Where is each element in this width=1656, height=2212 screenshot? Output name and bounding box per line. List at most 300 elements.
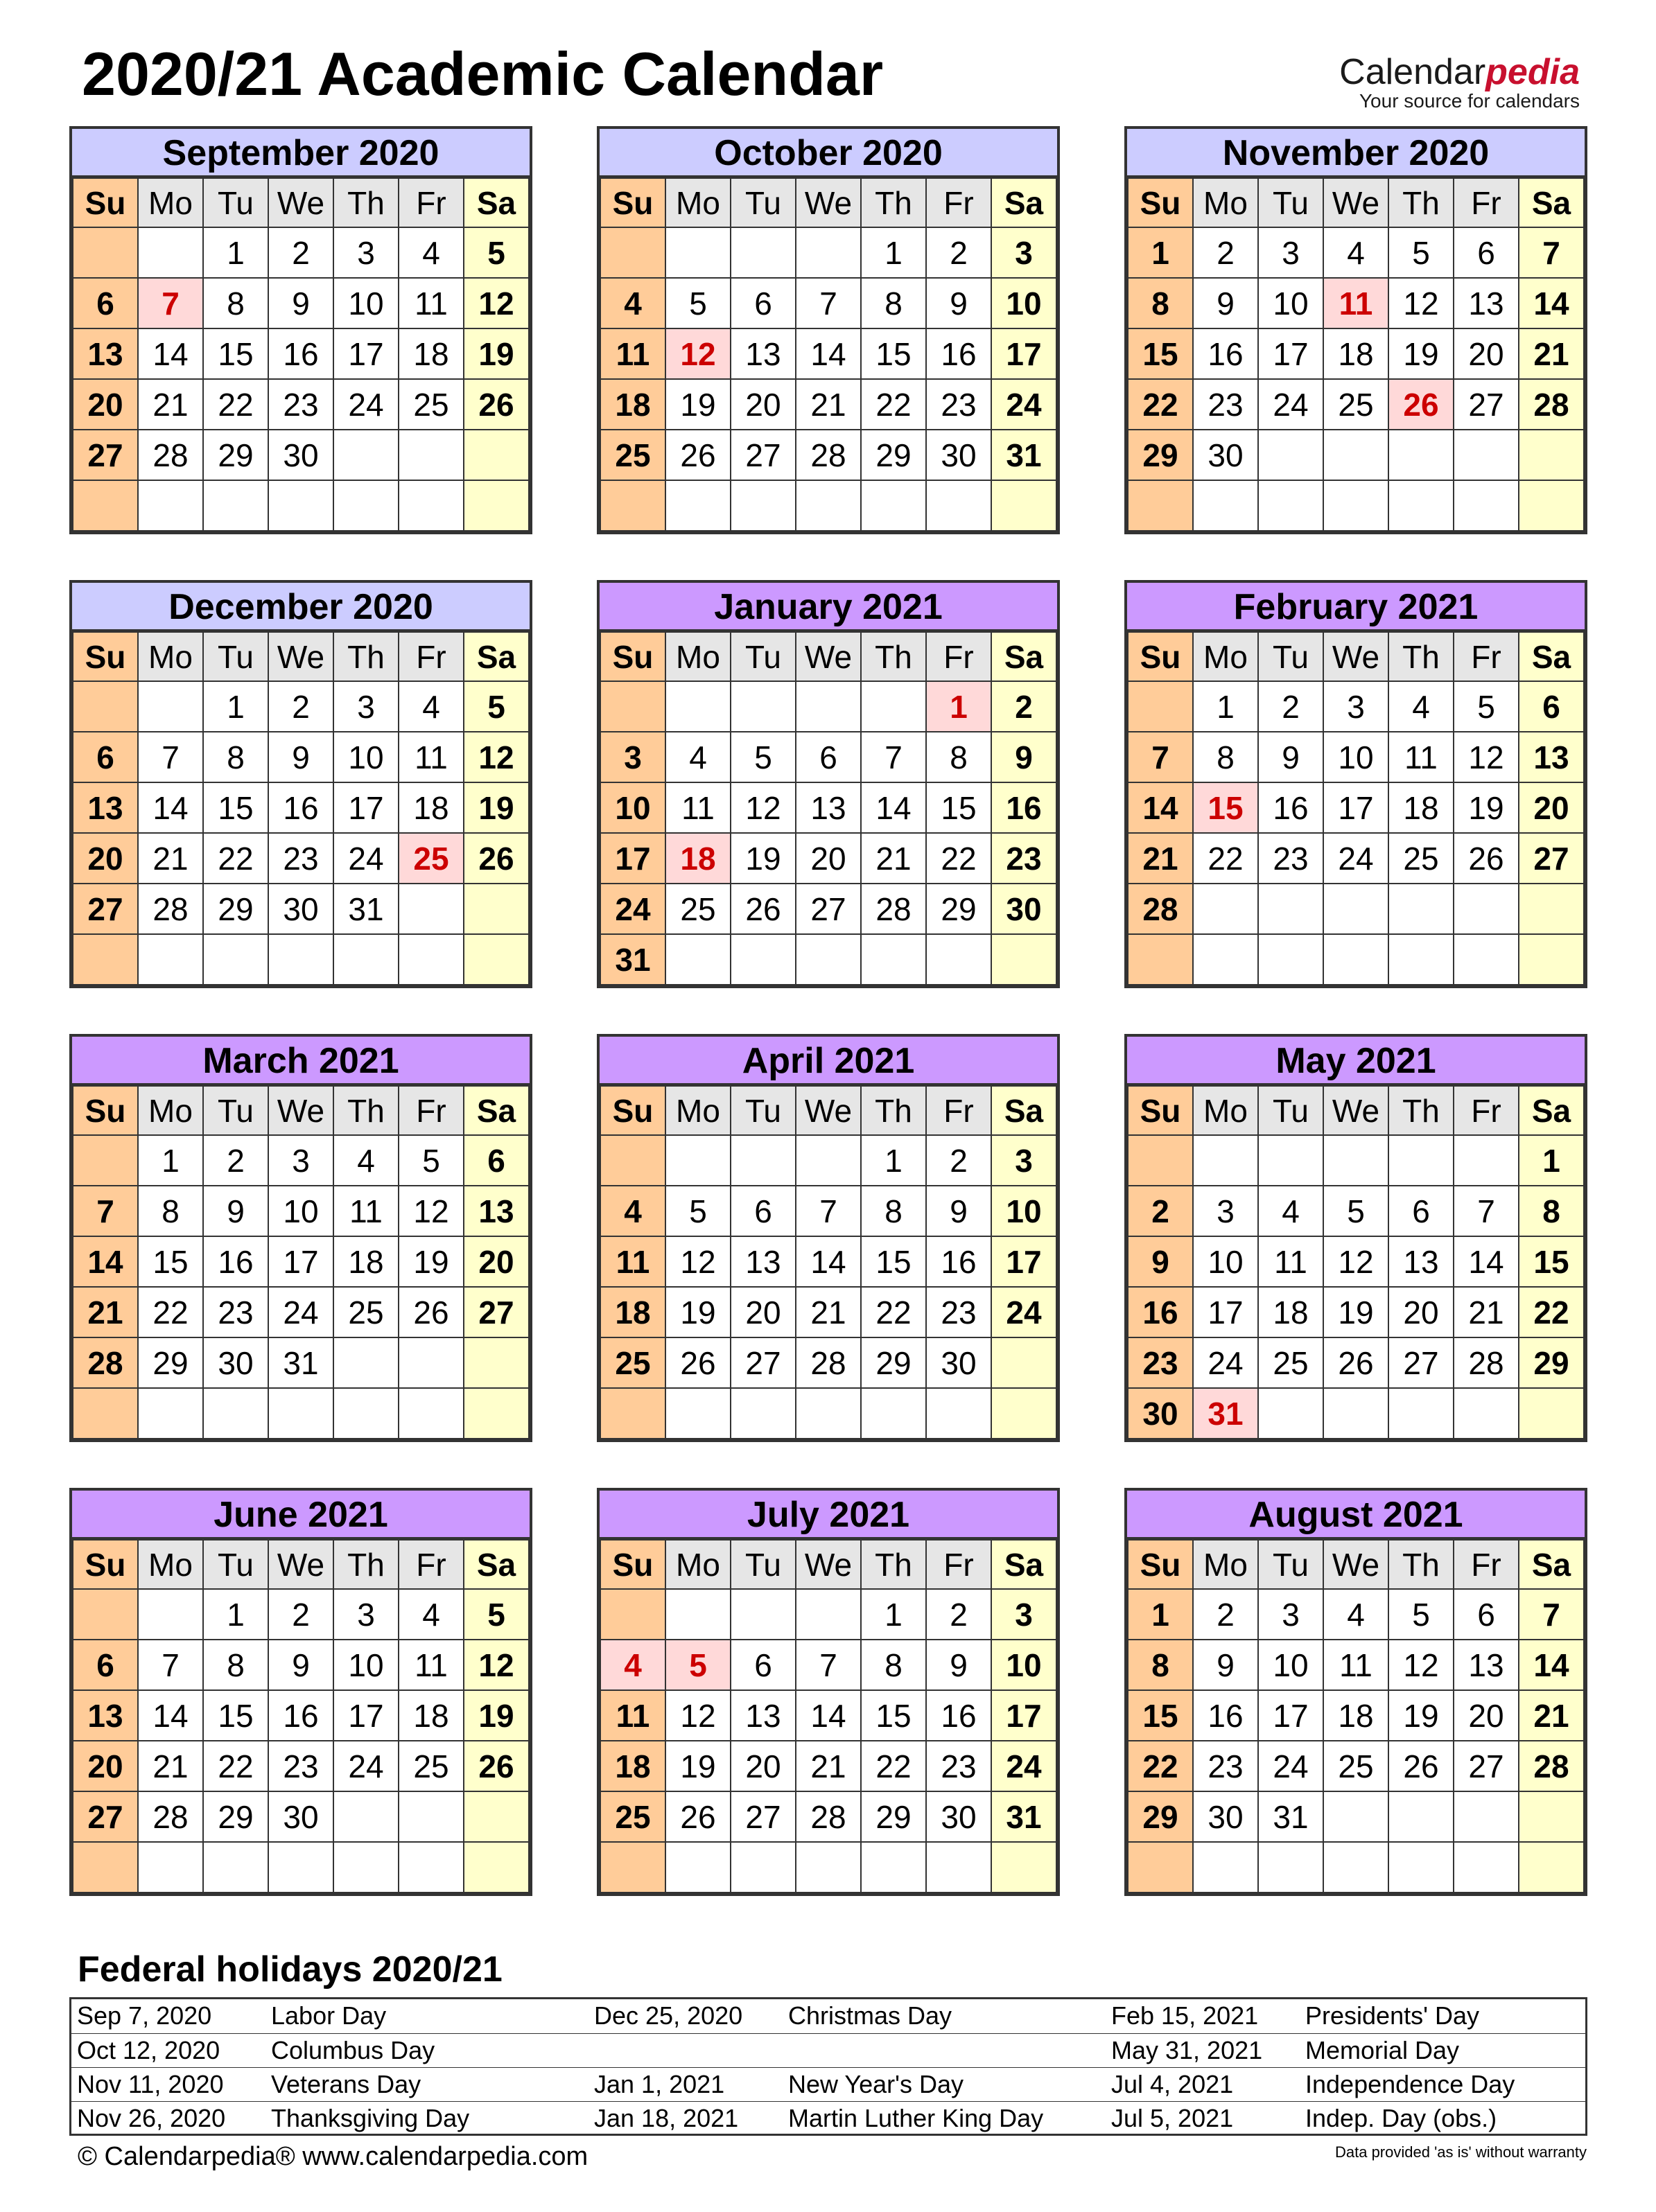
day-cell[interactable]: 22 (1519, 1287, 1584, 1337)
day-cell[interactable]: 25 (600, 430, 665, 480)
day-cell[interactable]: 1 (138, 1135, 203, 1186)
day-cell[interactable]: 12 (731, 782, 796, 833)
day-cell[interactable]: 6 (1454, 227, 1519, 278)
day-cell[interactable]: 15 (203, 782, 268, 833)
day-cell[interactable]: 28 (138, 1791, 203, 1842)
day-cell[interactable]: 19 (665, 1741, 731, 1791)
day-cell[interactable]: 28 (1519, 379, 1584, 430)
day-cell[interactable]: 1 (861, 1589, 926, 1640)
day-cell[interactable]: 10 (991, 1640, 1056, 1690)
day-cell[interactable]: 10 (1323, 732, 1388, 782)
day-cell[interactable]: 18 (399, 782, 464, 833)
day-cell[interactable]: 5 (464, 681, 529, 732)
day-cell[interactable]: 5 (399, 1135, 464, 1186)
day-cell[interactable]: 13 (796, 782, 861, 833)
day-cell[interactable]: 22 (861, 1287, 926, 1337)
day-cell[interactable]: 6 (73, 1640, 138, 1690)
day-cell[interactable]: 2 (1193, 227, 1258, 278)
day-cell[interactable]: 13 (1454, 278, 1519, 328)
day-cell[interactable]: 7 (1519, 1589, 1584, 1640)
day-cell[interactable]: 2 (991, 681, 1056, 732)
day-cell[interactable]: 6 (1519, 681, 1584, 732)
day-cell[interactable]: 25 (1388, 833, 1454, 884)
day-cell[interactable]: 14 (796, 328, 861, 379)
day-cell[interactable]: 10 (600, 782, 665, 833)
day-cell[interactable]: 26 (1454, 833, 1519, 884)
day-cell[interactable]: 21 (796, 379, 861, 430)
day-cell[interactable]: 29 (203, 1791, 268, 1842)
day-cell[interactable]: 11 (600, 328, 665, 379)
day-cell[interactable]: 15 (1128, 1690, 1193, 1741)
day-cell[interactable]: 1 (1128, 227, 1193, 278)
day-cell[interactable]: 9 (1193, 1640, 1258, 1690)
day-cell[interactable]: 9 (926, 1640, 991, 1690)
day-cell[interactable]: 16 (268, 1690, 333, 1741)
day-cell[interactable]: 14 (1519, 1640, 1584, 1690)
day-cell[interactable]: 23 (1258, 833, 1323, 884)
day-cell[interactable]: 2 (926, 227, 991, 278)
day-cell[interactable]: 4 (600, 278, 665, 328)
day-cell[interactable]: 30 (1193, 430, 1258, 480)
day-cell[interactable]: 18 (1388, 782, 1454, 833)
day-cell[interactable]: 19 (1388, 1690, 1454, 1741)
day-cell[interactable]: 17 (1193, 1287, 1258, 1337)
day-cell[interactable]: 3 (1258, 227, 1323, 278)
day-cell[interactable]: 6 (73, 732, 138, 782)
day-cell[interactable]: 27 (731, 1337, 796, 1388)
day-cell[interactable]: 25 (333, 1287, 399, 1337)
day-cell[interactable]: 26 (665, 1337, 731, 1388)
day-cell[interactable]: 25 (399, 379, 464, 430)
day-cell[interactable]: 20 (1454, 1690, 1519, 1741)
day-cell[interactable]: 9 (268, 732, 333, 782)
day-cell[interactable]: 2 (268, 681, 333, 732)
day-cell[interactable]: 1 (203, 681, 268, 732)
day-cell[interactable]: 21 (1519, 328, 1584, 379)
day-cell[interactable]: 28 (138, 884, 203, 934)
day-cell[interactable]: 4 (333, 1135, 399, 1186)
day-cell[interactable]: 15 (861, 328, 926, 379)
day-cell[interactable]: 20 (1388, 1287, 1454, 1337)
day-cell[interactable]: 16 (926, 1236, 991, 1287)
day-cell[interactable]: 8 (203, 1640, 268, 1690)
day-cell[interactable]: 7 (1519, 227, 1584, 278)
day-cell[interactable]: 5 (464, 227, 529, 278)
day-cell[interactable]: 1 (203, 1589, 268, 1640)
day-cell[interactable]: 16 (1193, 1690, 1258, 1741)
day-cell[interactable]: 2 (1193, 1589, 1258, 1640)
day-cell[interactable]: 10 (333, 278, 399, 328)
day-cell[interactable]: 22 (1128, 379, 1193, 430)
day-cell[interactable]: 17 (268, 1236, 333, 1287)
day-cell[interactable]: 26 (1323, 1337, 1388, 1388)
day-cell[interactable]: 7 (73, 1186, 138, 1236)
day-cell[interactable]: 14 (796, 1236, 861, 1287)
day-cell[interactable]: 8 (1128, 278, 1193, 328)
day-cell[interactable]: 4 (1323, 227, 1388, 278)
day-cell[interactable]: 18 (399, 328, 464, 379)
day-cell[interactable]: 13 (1388, 1236, 1454, 1287)
day-cell[interactable]: 12 (1388, 1640, 1454, 1690)
day-cell[interactable]: 24 (1258, 379, 1323, 430)
day-cell[interactable]: 3 (333, 681, 399, 732)
day-cell[interactable]: 13 (1454, 1640, 1519, 1690)
day-cell[interactable]: 13 (464, 1186, 529, 1236)
day-cell[interactable]: 11 (1388, 732, 1454, 782)
day-cell[interactable]: 27 (1454, 379, 1519, 430)
day-cell[interactable]: 18 (1323, 1690, 1388, 1741)
day-cell[interactable]: 22 (138, 1287, 203, 1337)
day-cell[interactable]: 15 (203, 1690, 268, 1741)
day-cell[interactable]: 9 (268, 278, 333, 328)
day-cell[interactable]: 14 (138, 328, 203, 379)
day-cell[interactable]: 31 (268, 1337, 333, 1388)
day-cell[interactable]: 17 (1258, 328, 1323, 379)
day-cell[interactable]: 4 (665, 732, 731, 782)
day-cell[interactable]: 13 (73, 1690, 138, 1741)
day-cell[interactable]: 25 (600, 1791, 665, 1842)
day-cell[interactable]: 9 (268, 1640, 333, 1690)
day-cell[interactable]: 26 (464, 833, 529, 884)
day-cell[interactable]: 8 (861, 1640, 926, 1690)
day-cell[interactable]: 16 (926, 328, 991, 379)
day-cell[interactable]: 7 (861, 732, 926, 782)
day-cell[interactable]: 2 (268, 1589, 333, 1640)
day-cell[interactable]: 10 (333, 732, 399, 782)
day-cell[interactable]: 25 (1258, 1337, 1323, 1388)
day-cell[interactable]: 3 (1258, 1589, 1323, 1640)
day-cell[interactable]: 2 (926, 1135, 991, 1186)
day-cell[interactable]: 11 (399, 732, 464, 782)
day-cell[interactable]: 24 (1193, 1337, 1258, 1388)
day-cell[interactable]: 28 (796, 1337, 861, 1388)
day-cell[interactable]: 22 (861, 1741, 926, 1791)
day-cell[interactable]: 10 (1258, 278, 1323, 328)
day-cell[interactable]: 22 (926, 833, 991, 884)
day-cell[interactable]: 13 (73, 782, 138, 833)
day-cell[interactable]: 20 (796, 833, 861, 884)
day-cell[interactable]: 28 (1454, 1337, 1519, 1388)
day-cell[interactable]: 7 (1454, 1186, 1519, 1236)
day-cell[interactable]: 13 (731, 1690, 796, 1741)
day-cell[interactable]: 8 (203, 732, 268, 782)
day-cell[interactable]: 17 (991, 1236, 1056, 1287)
day-cell[interactable]: 26 (1388, 1741, 1454, 1791)
day-cell[interactable]: 28 (796, 1791, 861, 1842)
day-cell[interactable]: 8 (861, 1186, 926, 1236)
day-cell[interactable]: 27 (731, 430, 796, 480)
day-cell[interactable]: 17 (333, 328, 399, 379)
day-cell[interactable]: 2 (1258, 681, 1323, 732)
day-cell[interactable]: 20 (731, 1287, 796, 1337)
day-cell[interactable]: 24 (991, 1287, 1056, 1337)
day-cell[interactable]: 1 (1193, 681, 1258, 732)
day-cell[interactable]: 24 (268, 1287, 333, 1337)
day-cell[interactable]: 3 (333, 227, 399, 278)
day-cell[interactable]: 29 (203, 430, 268, 480)
day-cell[interactable]: 12 (665, 1236, 731, 1287)
day-cell[interactable]: 31 (991, 430, 1056, 480)
footer-copyright[interactable]: © Calendarpedia® www.calendarpedia.com (78, 2142, 589, 2171)
day-cell[interactable]: 27 (731, 1791, 796, 1842)
day-cell[interactable]: 5 (1388, 1589, 1454, 1640)
day-cell[interactable]: 7 (796, 278, 861, 328)
day-cell[interactable]: 30 (1128, 1388, 1193, 1439)
day-cell[interactable]: 8 (1519, 1186, 1584, 1236)
day-cell[interactable]: 8 (1193, 732, 1258, 782)
day-cell[interactable]: 15 (1519, 1236, 1584, 1287)
day-cell[interactable]: 6 (73, 278, 138, 328)
day-cell[interactable]: 5 (464, 1589, 529, 1640)
day-cell[interactable]: 30 (926, 1337, 991, 1388)
day-cell[interactable]: 12 (665, 1690, 731, 1741)
day-cell[interactable]: 16 (1193, 328, 1258, 379)
day-cell[interactable]: 5 (1388, 227, 1454, 278)
day-cell[interactable]: 31 (1193, 1388, 1258, 1439)
day-cell[interactable]: 12 (464, 1640, 529, 1690)
day-cell[interactable]: 13 (731, 328, 796, 379)
day-cell[interactable]: 8 (926, 732, 991, 782)
day-cell[interactable]: 1 (203, 227, 268, 278)
day-cell[interactable]: 24 (991, 379, 1056, 430)
day-cell[interactable]: 28 (138, 430, 203, 480)
day-cell[interactable]: 3 (991, 1589, 1056, 1640)
day-cell[interactable]: 30 (268, 430, 333, 480)
day-cell[interactable]: 19 (464, 328, 529, 379)
day-cell[interactable]: 28 (1128, 884, 1193, 934)
day-cell[interactable]: 18 (1323, 328, 1388, 379)
day-cell[interactable]: 23 (268, 833, 333, 884)
day-cell[interactable]: 20 (73, 379, 138, 430)
day-cell[interactable]: 6 (464, 1135, 529, 1186)
day-cell[interactable]: 16 (203, 1236, 268, 1287)
day-cell[interactable]: 30 (268, 1791, 333, 1842)
day-cell[interactable]: 16 (1128, 1287, 1193, 1337)
day-cell[interactable]: 10 (1258, 1640, 1323, 1690)
day-cell[interactable]: 23 (1128, 1337, 1193, 1388)
day-cell[interactable]: 23 (1193, 1741, 1258, 1791)
day-cell[interactable]: 18 (600, 1287, 665, 1337)
day-cell[interactable]: 25 (600, 1337, 665, 1388)
day-cell[interactable]: 4 (600, 1186, 665, 1236)
day-cell[interactable]: 29 (861, 1791, 926, 1842)
day-cell[interactable]: 14 (1519, 278, 1584, 328)
day-cell[interactable]: 21 (138, 833, 203, 884)
day-cell[interactable]: 25 (665, 884, 731, 934)
day-cell[interactable]: 12 (1388, 278, 1454, 328)
day-cell[interactable]: 14 (138, 782, 203, 833)
day-cell[interactable]: 29 (861, 1337, 926, 1388)
day-cell[interactable]: 11 (333, 1186, 399, 1236)
day-cell[interactable]: 19 (1454, 782, 1519, 833)
day-cell[interactable]: 26 (399, 1287, 464, 1337)
day-cell[interactable]: 3 (1323, 681, 1388, 732)
day-cell[interactable]: 1 (861, 1135, 926, 1186)
day-cell[interactable]: 27 (73, 1791, 138, 1842)
day-cell[interactable]: 19 (665, 379, 731, 430)
day-cell[interactable]: 15 (1128, 328, 1193, 379)
day-cell[interactable]: 21 (796, 1287, 861, 1337)
day-cell[interactable]: 29 (861, 430, 926, 480)
day-cell[interactable]: 24 (1323, 833, 1388, 884)
day-cell[interactable]: 27 (1388, 1337, 1454, 1388)
day-cell[interactable]: 26 (665, 1791, 731, 1842)
day-cell[interactable]: 17 (1323, 782, 1388, 833)
day-cell[interactable]: 6 (731, 1640, 796, 1690)
day-cell[interactable]: 12 (1323, 1236, 1388, 1287)
day-cell[interactable]: 9 (926, 278, 991, 328)
day-cell[interactable]: 23 (926, 379, 991, 430)
day-cell[interactable]: 26 (464, 1741, 529, 1791)
day-cell[interactable]: 2 (926, 1589, 991, 1640)
day-cell[interactable]: 30 (926, 1791, 991, 1842)
day-cell[interactable]: 15 (861, 1690, 926, 1741)
day-cell[interactable]: 18 (399, 1690, 464, 1741)
day-cell[interactable]: 25 (1323, 1741, 1388, 1791)
day-cell[interactable]: 23 (926, 1287, 991, 1337)
day-cell[interactable]: 3 (991, 1135, 1056, 1186)
day-cell[interactable]: 13 (731, 1236, 796, 1287)
day-cell[interactable]: 8 (861, 278, 926, 328)
day-cell[interactable]: 18 (333, 1236, 399, 1287)
day-cell[interactable]: 30 (203, 1337, 268, 1388)
day-cell[interactable]: 12 (665, 328, 731, 379)
day-cell[interactable]: 26 (464, 379, 529, 430)
day-cell[interactable]: 9 (991, 732, 1056, 782)
day-cell[interactable]: 10 (991, 278, 1056, 328)
day-cell[interactable]: 22 (203, 1741, 268, 1791)
day-cell[interactable]: 4 (399, 227, 464, 278)
day-cell[interactable]: 24 (600, 884, 665, 934)
day-cell[interactable]: 3 (333, 1589, 399, 1640)
day-cell[interactable]: 19 (1323, 1287, 1388, 1337)
day-cell[interactable]: 20 (73, 833, 138, 884)
day-cell[interactable]: 10 (1193, 1236, 1258, 1287)
day-cell[interactable]: 26 (665, 430, 731, 480)
day-cell[interactable]: 24 (1258, 1741, 1323, 1791)
day-cell[interactable]: 18 (600, 379, 665, 430)
day-cell[interactable]: 20 (731, 1741, 796, 1791)
day-cell[interactable]: 5 (1323, 1186, 1388, 1236)
day-cell[interactable]: 20 (73, 1741, 138, 1791)
day-cell[interactable]: 19 (1388, 328, 1454, 379)
day-cell[interactable]: 26 (731, 884, 796, 934)
day-cell[interactable]: 6 (1388, 1186, 1454, 1236)
day-cell[interactable]: 14 (796, 1690, 861, 1741)
day-cell[interactable]: 25 (399, 1741, 464, 1791)
day-cell[interactable]: 1 (861, 227, 926, 278)
day-cell[interactable]: 27 (796, 884, 861, 934)
day-cell[interactable]: 23 (268, 1741, 333, 1791)
day-cell[interactable]: 17 (991, 328, 1056, 379)
day-cell[interactable]: 22 (203, 833, 268, 884)
day-cell[interactable]: 10 (268, 1186, 333, 1236)
day-cell[interactable]: 23 (991, 833, 1056, 884)
day-cell[interactable]: 24 (333, 379, 399, 430)
day-cell[interactable]: 20 (1519, 782, 1584, 833)
day-cell[interactable]: 21 (138, 1741, 203, 1791)
day-cell[interactable]: 3 (1193, 1186, 1258, 1236)
day-cell[interactable]: 4 (399, 681, 464, 732)
day-cell[interactable]: 27 (1519, 833, 1584, 884)
brand-logo[interactable] (1339, 54, 1580, 111)
day-cell[interactable]: 7 (138, 278, 203, 328)
day-cell[interactable]: 21 (861, 833, 926, 884)
day-cell[interactable]: 18 (1258, 1287, 1323, 1337)
day-cell[interactable]: 19 (731, 833, 796, 884)
day-cell[interactable]: 27 (73, 430, 138, 480)
day-cell[interactable]: 26 (1388, 379, 1454, 430)
day-cell[interactable]: 29 (1128, 430, 1193, 480)
day-cell[interactable]: 11 (665, 782, 731, 833)
day-cell[interactable]: 30 (991, 884, 1056, 934)
day-cell[interactable]: 21 (1128, 833, 1193, 884)
day-cell[interactable]: 23 (1193, 379, 1258, 430)
day-cell[interactable]: 14 (1454, 1236, 1519, 1287)
day-cell[interactable]: 19 (665, 1287, 731, 1337)
day-cell[interactable]: 5 (665, 1186, 731, 1236)
day-cell[interactable]: 7 (796, 1186, 861, 1236)
day-cell[interactable]: 29 (1519, 1337, 1584, 1388)
day-cell[interactable]: 20 (1454, 328, 1519, 379)
day-cell[interactable]: 1 (926, 681, 991, 732)
day-cell[interactable]: 11 (1323, 1640, 1388, 1690)
day-cell[interactable]: 7 (796, 1640, 861, 1690)
day-cell[interactable]: 4 (1388, 681, 1454, 732)
day-cell[interactable]: 31 (333, 884, 399, 934)
day-cell[interactable]: 10 (991, 1186, 1056, 1236)
day-cell[interactable]: 14 (73, 1236, 138, 1287)
day-cell[interactable]: 18 (665, 833, 731, 884)
day-cell[interactable]: 20 (464, 1236, 529, 1287)
day-cell[interactable]: 9 (926, 1186, 991, 1236)
day-cell[interactable]: 16 (991, 782, 1056, 833)
day-cell[interactable]: 24 (333, 833, 399, 884)
day-cell[interactable]: 11 (399, 278, 464, 328)
day-cell[interactable]: 11 (1323, 278, 1388, 328)
day-cell[interactable]: 22 (1128, 1741, 1193, 1791)
day-cell[interactable]: 11 (399, 1640, 464, 1690)
day-cell[interactable]: 15 (203, 328, 268, 379)
day-cell[interactable]: 3 (600, 732, 665, 782)
day-cell[interactable]: 11 (600, 1690, 665, 1741)
day-cell[interactable]: 15 (138, 1236, 203, 1287)
day-cell[interactable]: 19 (464, 782, 529, 833)
day-cell[interactable]: 6 (1454, 1589, 1519, 1640)
day-cell[interactable]: 1 (1128, 1589, 1193, 1640)
day-cell[interactable]: 8 (138, 1186, 203, 1236)
day-cell[interactable]: 11 (1258, 1236, 1323, 1287)
day-cell[interactable]: 31 (1258, 1791, 1323, 1842)
day-cell[interactable]: 14 (1128, 782, 1193, 833)
day-cell[interactable]: 14 (138, 1690, 203, 1741)
day-cell[interactable]: 25 (1323, 379, 1388, 430)
day-cell[interactable]: 28 (73, 1337, 138, 1388)
day-cell[interactable]: 12 (464, 732, 529, 782)
day-cell[interactable]: 19 (399, 1236, 464, 1287)
day-cell[interactable]: 10 (333, 1640, 399, 1690)
day-cell[interactable]: 29 (203, 884, 268, 934)
day-cell[interactable]: 16 (926, 1690, 991, 1741)
day-cell[interactable]: 6 (796, 732, 861, 782)
day-cell[interactable]: 22 (203, 379, 268, 430)
day-cell[interactable]: 22 (861, 379, 926, 430)
day-cell[interactable]: 25 (399, 833, 464, 884)
day-cell[interactable]: 17 (991, 1690, 1056, 1741)
day-cell[interactable]: 8 (1128, 1640, 1193, 1690)
day-cell[interactable]: 17 (1258, 1690, 1323, 1741)
day-cell[interactable]: 21 (1454, 1287, 1519, 1337)
